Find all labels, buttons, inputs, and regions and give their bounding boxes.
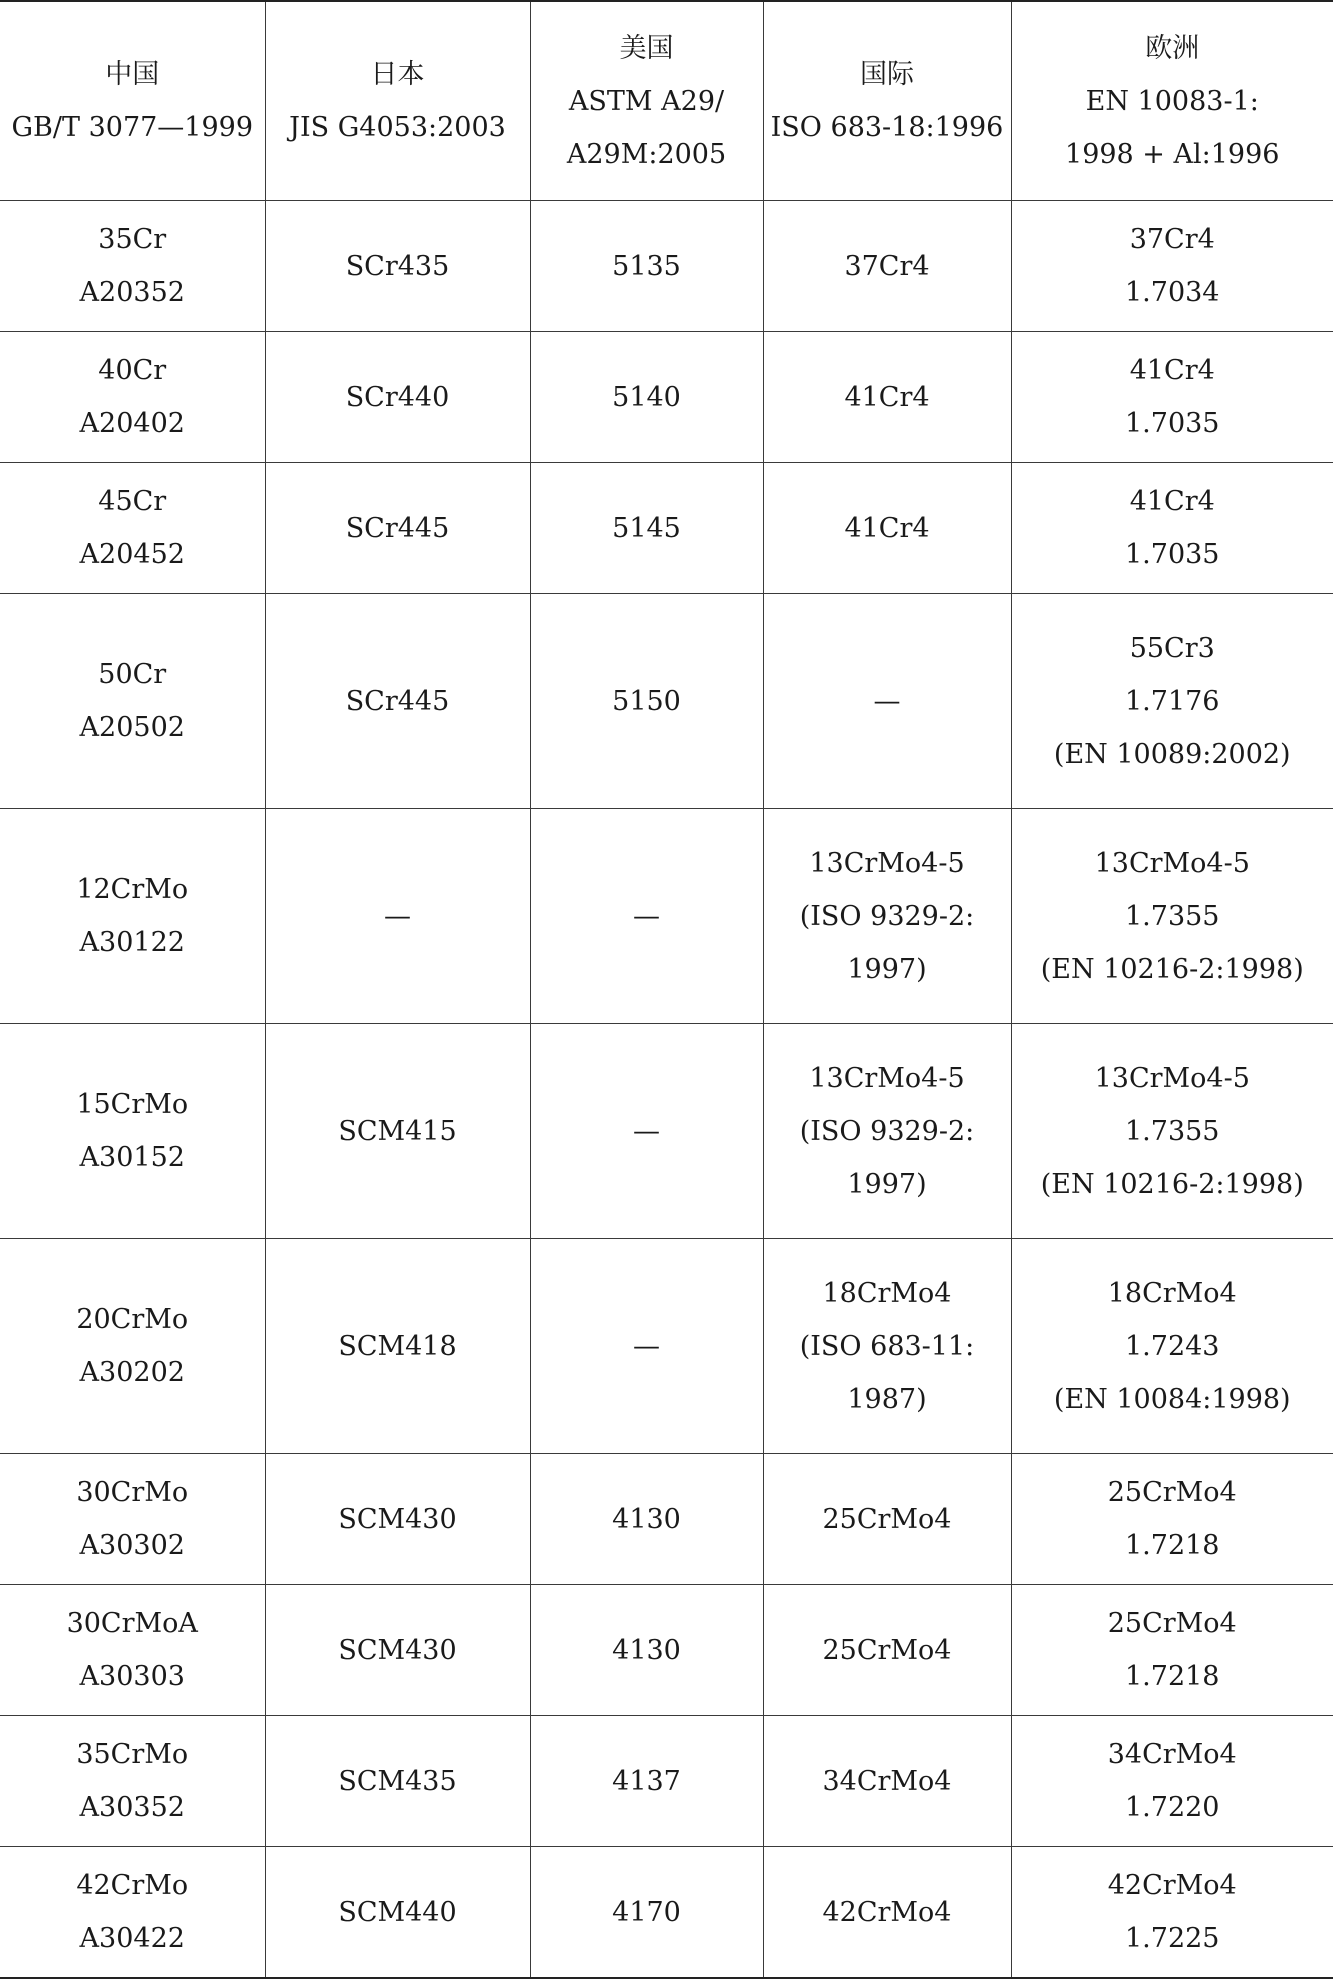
cell-text-line: 5140 [612, 381, 681, 413]
cell-text-line: SCM430 [338, 1503, 457, 1535]
cell-text-line: SCr445 [345, 512, 450, 544]
cell-international-grade [763, 463, 1011, 594]
cell-text-line: SCM440 [338, 1896, 457, 1928]
cell-japan-grade [265, 332, 530, 463]
cell-text-line: A30302 [79, 1530, 185, 1561]
cell-text-line: 12CrMo [76, 874, 189, 905]
cell-international-grade [763, 1024, 1011, 1239]
cell-japan-grade [265, 809, 530, 1024]
cell-china-grade [0, 809, 265, 1024]
header-cell-usa-standard [530, 1, 763, 201]
cell-international-grade [763, 1454, 1011, 1585]
cell-europe-grade [1011, 332, 1333, 463]
header-text-line: JIS G4053:2003 [289, 112, 506, 143]
cell-usa-grade [530, 201, 763, 332]
cell-text-line: A20352 [79, 277, 185, 308]
cell-japan-grade [265, 1716, 530, 1847]
cell-text-line: 1.7355 [1125, 1115, 1220, 1147]
cell-text-line: SCr445 [345, 685, 450, 717]
cell-international-grade [763, 809, 1011, 1024]
cell-text-line: SCr440 [345, 381, 450, 413]
cell-text-line: (EN 10216-2:1998) [1040, 953, 1304, 985]
cell-china-grade [0, 1454, 265, 1585]
cell-text-line: 13CrMo4-5 [1094, 1062, 1250, 1094]
cell-text-line: 25CrMo4 [822, 1503, 952, 1535]
cell-international-grade [763, 594, 1011, 809]
cell-text-line: 1.7225 [1125, 1923, 1220, 1954]
header-cell-japan-standard [265, 1, 530, 201]
header-text-line: A29M:2005 [566, 138, 727, 170]
cell-europe-grade [1011, 1716, 1333, 1847]
cell-text-line: 42CrMo4 [1107, 1870, 1237, 1901]
cell-text-line: 13CrMo4-5 [809, 847, 965, 879]
cell-text-line: — [633, 900, 660, 932]
cell-text-line: 15CrMo [76, 1089, 189, 1120]
header-cell-international-standard [763, 1, 1011, 201]
cell-text-line: 30CrMo [76, 1477, 189, 1508]
cell-text-line: 18CrMo4 [1107, 1277, 1237, 1309]
cell-text-line: 37Cr4 [1129, 224, 1215, 255]
cell-text-line: 1.7243 [1125, 1330, 1220, 1362]
cell-europe-grade [1011, 1585, 1333, 1716]
cell-text-line: 1987) [847, 1383, 927, 1415]
cell-china-grade [0, 1585, 265, 1716]
cell-text-line: SCr435 [345, 250, 450, 282]
cell-china-grade [0, 1024, 265, 1239]
cell-china-grade [0, 463, 265, 594]
cell-text-line: 41Cr4 [1129, 486, 1215, 517]
cell-text-line: — [633, 1330, 660, 1362]
cell-europe-grade [1011, 1847, 1333, 1979]
header-text-line: 欧洲 [1145, 32, 1200, 64]
cell-text-line: 41Cr4 [844, 512, 930, 544]
cell-usa-grade [530, 809, 763, 1024]
cell-text-line: 40Cr [98, 355, 167, 386]
cell-text-line: A30352 [79, 1792, 185, 1823]
cell-usa-grade [530, 1024, 763, 1239]
cell-text-line: A30303 [79, 1661, 185, 1692]
cell-text-line: 30CrMoA [66, 1608, 198, 1639]
header-cell-europe-standard [1011, 1, 1333, 201]
cell-text-line: 41Cr4 [1129, 355, 1215, 386]
cell-europe-grade [1011, 594, 1333, 809]
cell-china-grade [0, 594, 265, 809]
cell-text-line: 20CrMo [76, 1304, 189, 1335]
header-text-line: 日本 [370, 59, 425, 90]
cell-international-grade [763, 1847, 1011, 1979]
cell-text-line: SCM435 [338, 1765, 457, 1797]
cell-international-grade [763, 332, 1011, 463]
cell-text-line: 18CrMo4 [822, 1277, 952, 1309]
cell-text-line: 1.7220 [1125, 1792, 1220, 1823]
cell-text-line: 1.7218 [1125, 1661, 1220, 1692]
cell-japan-grade [265, 1585, 530, 1716]
header-text-line: ISO 683-18:1996 [770, 112, 1004, 143]
cell-text-line: (ISO 683-11: [799, 1330, 975, 1362]
cell-text-line: 50Cr [98, 659, 167, 690]
cell-text-line: 1.7035 [1125, 408, 1220, 439]
cell-text-line: 55Cr3 [1129, 632, 1215, 664]
cell-europe-grade [1011, 1454, 1333, 1585]
cell-text-line: 4130 [612, 1634, 681, 1666]
cell-europe-grade [1011, 809, 1333, 1024]
cell-text-line: 42CrMo [76, 1870, 189, 1901]
cell-text-line: (EN 10089:2002) [1053, 738, 1291, 770]
header-text-line: 1998 + Al:1996 [1065, 138, 1280, 170]
cell-china-grade [0, 1716, 265, 1847]
cell-text-line: A30422 [79, 1923, 185, 1954]
cell-china-grade [0, 1847, 265, 1979]
table-row [0, 1585, 1333, 1716]
cell-china-grade [0, 332, 265, 463]
cell-text-line: 25CrMo4 [822, 1634, 952, 1666]
cell-japan-grade [265, 1454, 530, 1585]
cell-text-line: 45Cr [98, 486, 167, 517]
cell-text-line: 13CrMo4-5 [809, 1062, 965, 1094]
cell-international-grade [763, 1716, 1011, 1847]
table-row [0, 332, 1333, 463]
cell-text-line: (EN 10084:1998) [1053, 1383, 1291, 1415]
cell-text-line: 1.7035 [1125, 539, 1220, 570]
cell-text-line: 34CrMo4 [1107, 1739, 1237, 1770]
table-row [0, 809, 1333, 1024]
cell-japan-grade [265, 1239, 530, 1454]
table-row [0, 201, 1333, 332]
cell-text-line: 5150 [612, 685, 681, 717]
cell-international-grade [763, 1239, 1011, 1454]
cell-text-line: 25CrMo4 [1107, 1608, 1237, 1639]
cell-text-line: (ISO 9329-2: [799, 1115, 975, 1147]
header-text-line: GB/T 3077—1999 [11, 112, 254, 143]
cell-text-line: SCM415 [338, 1115, 457, 1147]
cell-usa-grade [530, 332, 763, 463]
cell-text-line: 1997) [847, 953, 927, 985]
table-row [0, 463, 1333, 594]
header-row [0, 1, 1333, 201]
cell-usa-grade [530, 1716, 763, 1847]
table-row [0, 1239, 1333, 1454]
header-text-line: EN 10083-1: [1085, 85, 1259, 117]
cell-europe-grade [1011, 201, 1333, 332]
cell-europe-grade [1011, 1024, 1333, 1239]
cell-text-line: (ISO 9329-2: [799, 900, 975, 932]
cell-text-line: A20402 [79, 408, 185, 439]
cell-text-line: A30122 [79, 927, 185, 958]
cell-text-line: A30152 [79, 1142, 185, 1173]
cell-text-line: 35CrMo [76, 1739, 189, 1770]
cell-europe-grade [1011, 463, 1333, 594]
cell-text-line: SCM430 [338, 1634, 457, 1666]
header-text-line: 国际 [860, 59, 914, 90]
cell-text-line: 34CrMo4 [822, 1765, 952, 1797]
cell-text-line: 5145 [612, 512, 681, 544]
cell-text-line: 4170 [612, 1896, 681, 1928]
table-row [0, 1454, 1333, 1585]
cell-text-line: 4137 [612, 1765, 681, 1797]
cell-japan-grade [265, 1024, 530, 1239]
cell-japan-grade [265, 463, 530, 594]
cell-japan-grade [265, 201, 530, 332]
table-row [0, 1716, 1333, 1847]
header-text-line: 中国 [105, 59, 160, 90]
header-text-line: 美国 [619, 32, 674, 64]
header-cell-china-standard [0, 1, 265, 201]
table-row [0, 1847, 1333, 1979]
cell-text-line: (EN 10216-2:1998) [1040, 1168, 1304, 1200]
cell-text-line: 25CrMo4 [1107, 1477, 1237, 1508]
cell-text-line: 1.7355 [1125, 900, 1220, 932]
header-text-line: ASTM A29/ [568, 85, 725, 117]
cell-usa-grade [530, 1454, 763, 1585]
cell-text-line: — [873, 685, 901, 717]
cell-text-line: 37Cr4 [844, 250, 930, 282]
cell-text-line: A20452 [79, 539, 185, 570]
cell-japan-grade [265, 594, 530, 809]
cell-text-line: 42CrMo4 [822, 1896, 952, 1928]
cell-international-grade [763, 201, 1011, 332]
cell-text-line: 1.7176 [1125, 685, 1220, 717]
cell-text-line: 1997) [847, 1168, 927, 1200]
cell-text-line: — [384, 900, 411, 932]
cell-international-grade [763, 1585, 1011, 1716]
cell-text-line: 1.7034 [1125, 277, 1220, 308]
cell-text-line: 35Cr [98, 224, 167, 255]
cell-usa-grade [530, 1239, 763, 1454]
cell-europe-grade [1011, 1239, 1333, 1454]
cell-china-grade [0, 1239, 265, 1454]
cell-usa-grade [530, 594, 763, 809]
table-row [0, 594, 1333, 809]
table-row [0, 1024, 1333, 1239]
cell-text-line: SCM418 [338, 1330, 457, 1362]
cell-china-grade [0, 201, 265, 332]
cell-text-line: 41Cr4 [844, 381, 930, 413]
table-body [0, 201, 1333, 1979]
cell-text-line: 1.7218 [1125, 1530, 1220, 1561]
cell-usa-grade [530, 1585, 763, 1716]
table-header [0, 1, 1333, 201]
cell-text-line: 13CrMo4-5 [1094, 847, 1250, 879]
cell-text-line: — [633, 1115, 660, 1147]
cell-usa-grade [530, 463, 763, 594]
cell-japan-grade [265, 1847, 530, 1979]
cell-text-line: 5135 [612, 250, 681, 282]
cell-text-line: 4130 [612, 1503, 681, 1535]
cell-text-line: A20502 [79, 712, 185, 743]
cell-text-line: A30202 [79, 1357, 185, 1388]
cell-usa-grade [530, 1847, 763, 1979]
